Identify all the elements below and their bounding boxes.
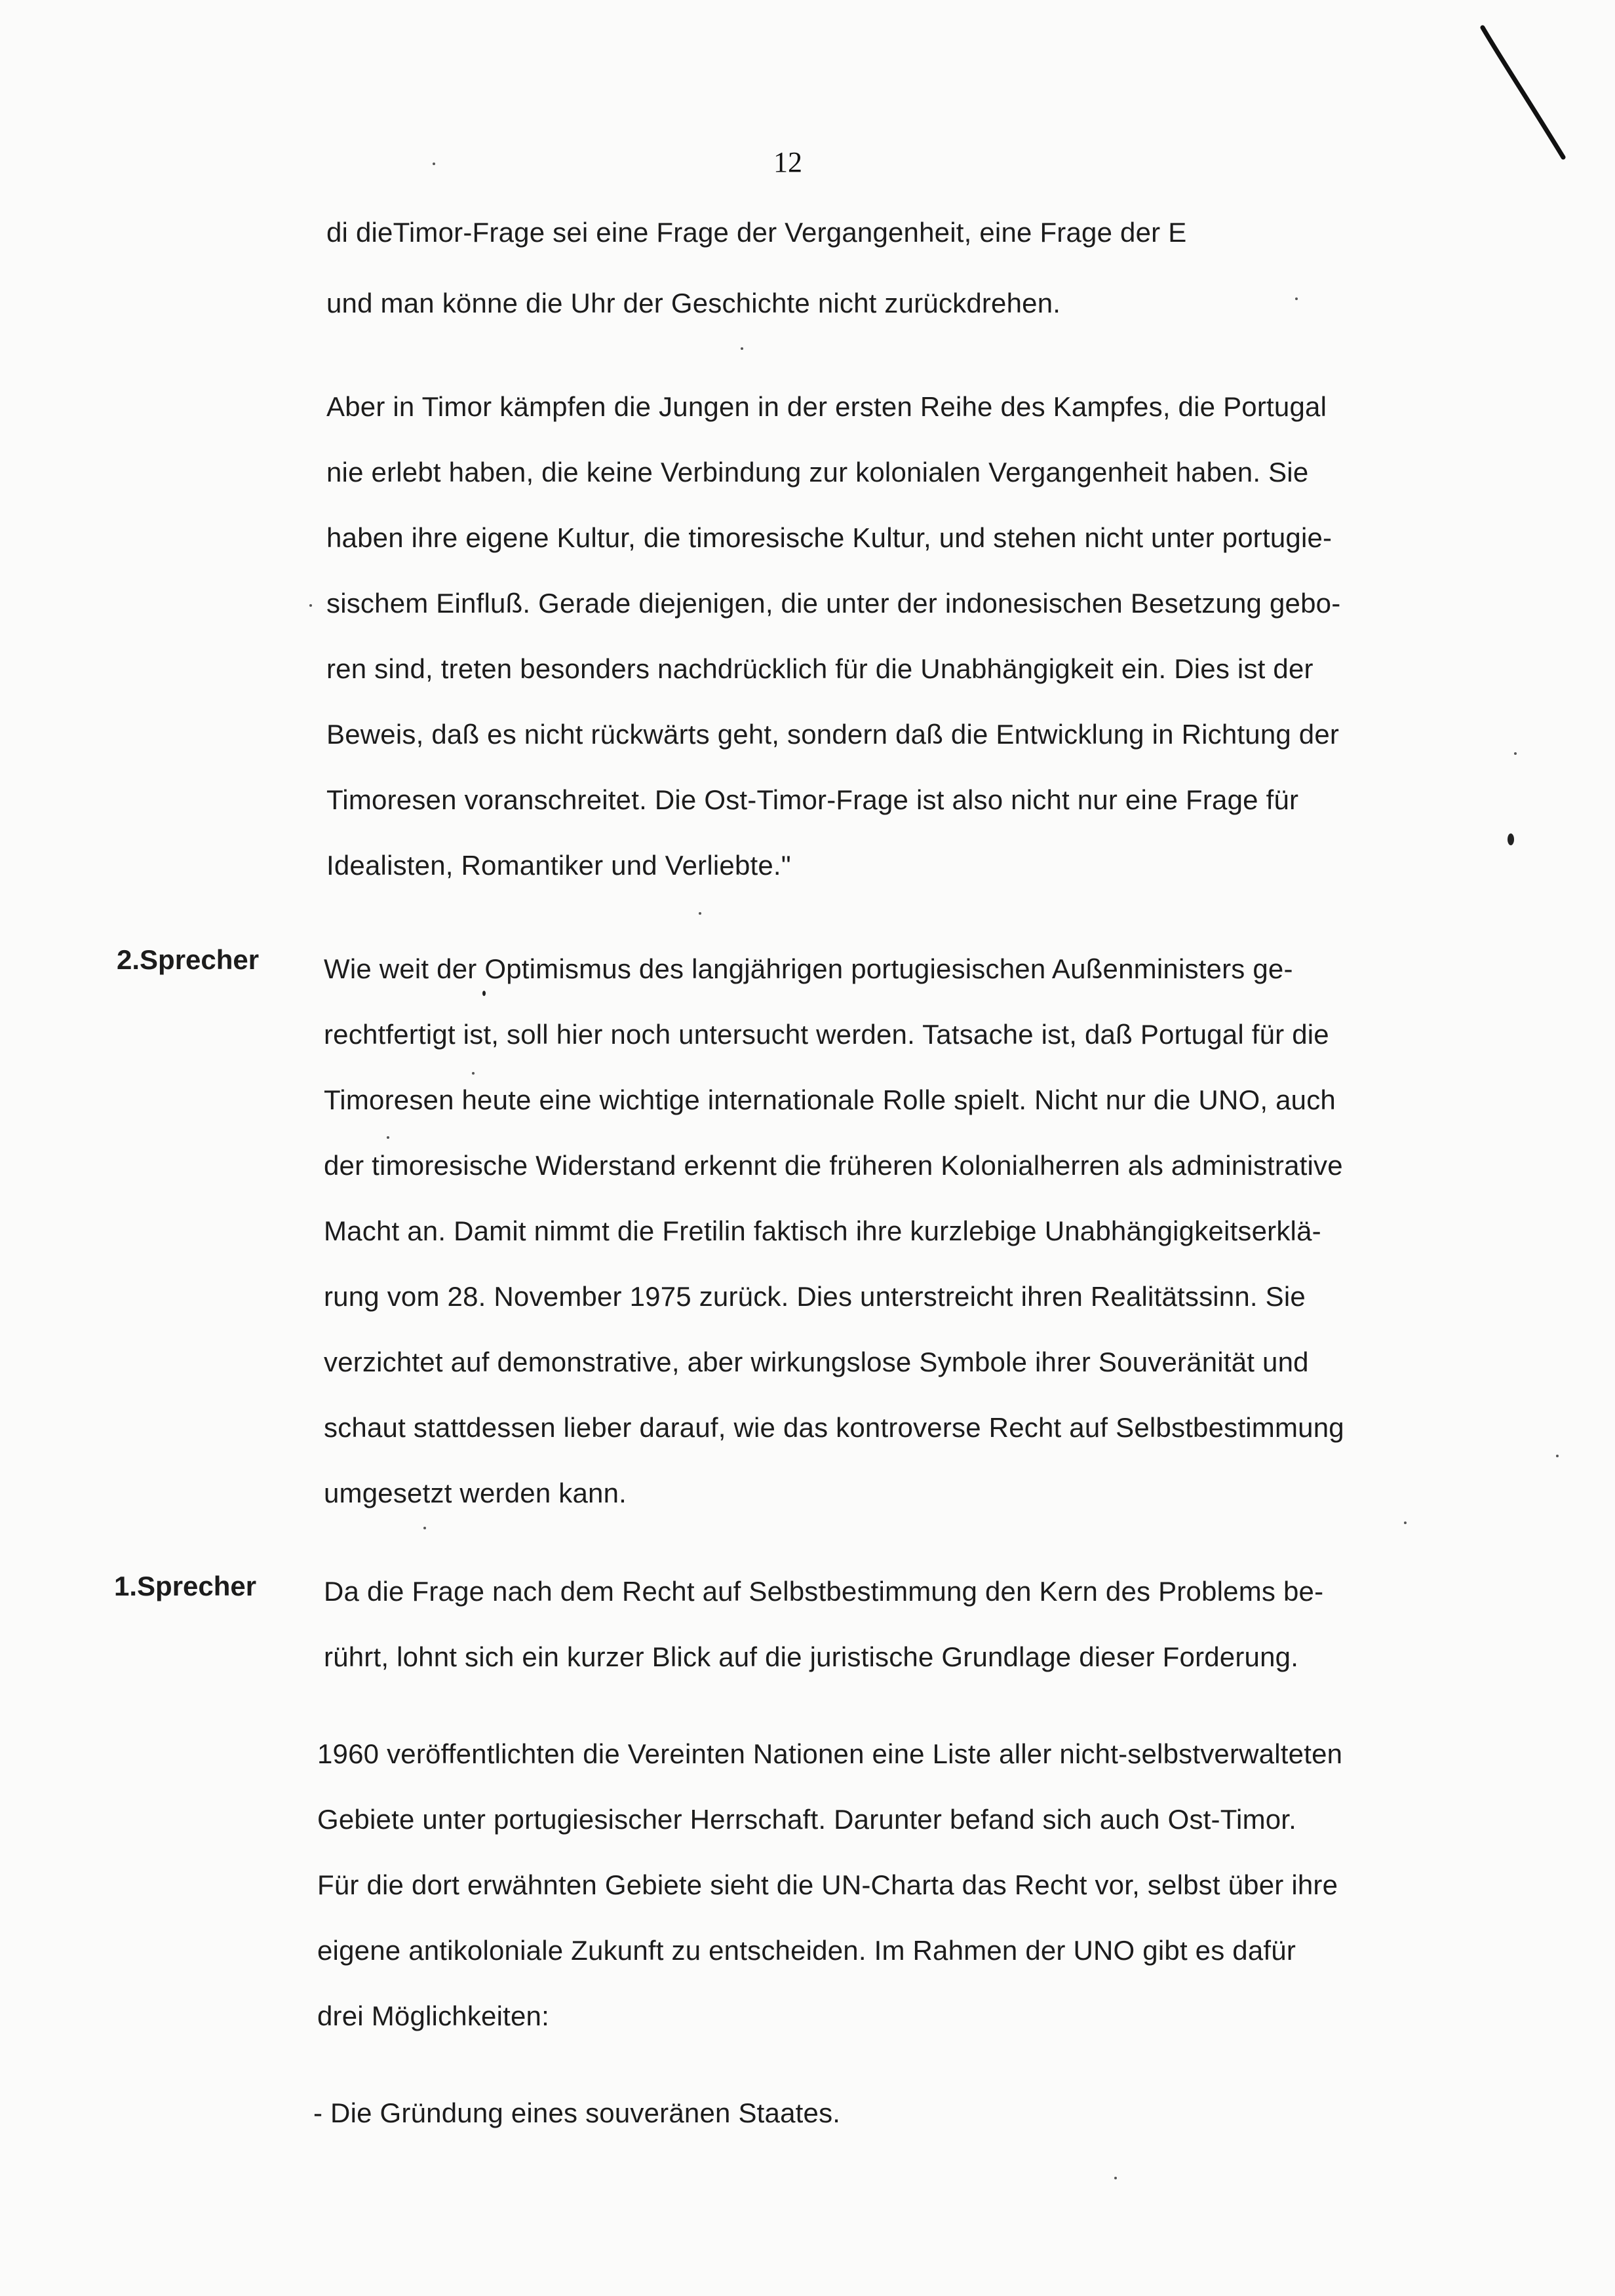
scan-speck xyxy=(309,604,312,607)
quote-line: haben ihre eigene Kultur, die timoresische Kultur, und stehen nicht unter portugie- xyxy=(326,522,1333,553)
speech-line: Wie weit der Optimismus des langjährigen portugiesischen Außenministers ge- xyxy=(324,953,1293,984)
quote-line: Idealisten, Romantiker und Verliebte." xyxy=(326,850,791,881)
quote-line: Timoresen voranschreitet. Die Ost-Timor-Frage ist also nicht nur eine Frage für xyxy=(326,784,1299,815)
scan-speck xyxy=(1508,833,1514,845)
speech-line: Macht an. Damit nimmt die Fretilin faktisch ihre kurzlebige Unabhängigkeitserklä- xyxy=(324,1215,1321,1246)
speech-line: rung vom 28. November 1975 zurück. Dies unterstreicht ihren Realitätssinn. Sie xyxy=(324,1281,1306,1312)
speaker-label: 1.Sprecher xyxy=(114,1571,257,1601)
quote-line: sischem Einfluß. Gerade diejenigen, die unter der indonesischen Besetzung gebo- xyxy=(326,588,1341,619)
scan-speck xyxy=(482,991,486,996)
page-number: 12 xyxy=(773,146,802,178)
speech-line: der timoresische Widerstand erkennt die früheren Kolonialherren als administrative xyxy=(324,1150,1343,1181)
speech-line: verzichtet auf demonstrative, aber wirkungslose Symbole ihrer Souveränität und xyxy=(324,1347,1309,1377)
scan-speck xyxy=(1404,1521,1407,1524)
speech-line: rechtfertigt ist, soll hier noch untersucht werden. Tatsache ist, daß Portugal für die xyxy=(324,1019,1329,1050)
speech-line: Timoresen heute eine wichtige internationale Rolle spielt. Nicht nur die UNO, auch xyxy=(324,1084,1336,1115)
list-item: - Die Gründung eines souveränen Staates. xyxy=(313,2097,841,2128)
scan-speck xyxy=(1514,752,1517,755)
quote-line: Aber in Timor kämpfen die Jungen in der ersten Reihe des Kampfes, die Portugal xyxy=(326,391,1327,422)
speech-line: Gebiete unter portugiesischer Herrschaft. Darunter befand sich auch Ost-Timor. xyxy=(317,1804,1297,1835)
scan-speck xyxy=(387,1136,389,1139)
speech-line: Für die dort erwähnten Gebiete sieht die UN-Charta das Recht vor, selbst über ihre xyxy=(317,1869,1338,1900)
scan-speck xyxy=(423,1527,426,1529)
scan-speck xyxy=(1114,2177,1117,2179)
speech-line: drei Möglichkeiten: xyxy=(317,2000,549,2031)
intro-line: di dieTimor-Frage sei eine Frage der Vergangenheit, eine Frage der E xyxy=(326,217,1187,248)
speaker-label: 2.Sprecher xyxy=(117,944,260,975)
speech-line: eigene antikoloniale Zukunft zu entscheiden. Im Rahmen der UNO gibt es dafür xyxy=(317,1935,1296,1966)
speech-line: rührt, lohnt sich ein kurzer Blick auf die juristische Grundlage dieser Forderung. xyxy=(324,1641,1299,1672)
speech-line: 1960 veröffentlichten die Vereinten Nationen eine Liste aller nicht-selbstverwalteten xyxy=(317,1738,1343,1769)
scan-speck xyxy=(472,1072,475,1075)
speech-line: Da die Frage nach dem Recht auf Selbstbestimmung den Kern des Problems be- xyxy=(324,1576,1324,1607)
speech-line: schaut stattdessen lieber darauf, wie das kontroverse Recht auf Selbstbestimmung xyxy=(324,1412,1344,1443)
pen-stroke-mark xyxy=(1475,20,1580,164)
intro-line: und man könne die Uhr der Geschichte nicht zurückdrehen. xyxy=(326,288,1061,318)
speech-line: umgesetzt werden kann. xyxy=(324,1478,627,1508)
scan-speck xyxy=(1295,297,1298,300)
scan-speck xyxy=(433,163,435,165)
quote-line: Beweis, daß es nicht rückwärts geht, sondern daß die Entwicklung in Richtung der xyxy=(326,719,1340,750)
quote-line: ren sind, treten besonders nachdrücklich für die Unabhängigkeit ein. Dies ist der xyxy=(326,653,1313,684)
scan-speck xyxy=(741,347,743,350)
scan-speck xyxy=(1556,1455,1559,1457)
quote-line: nie erlebt haben, die keine Verbindung zur kolonialen Vergangenheit haben. Sie xyxy=(326,457,1309,488)
scan-speck xyxy=(699,912,701,915)
